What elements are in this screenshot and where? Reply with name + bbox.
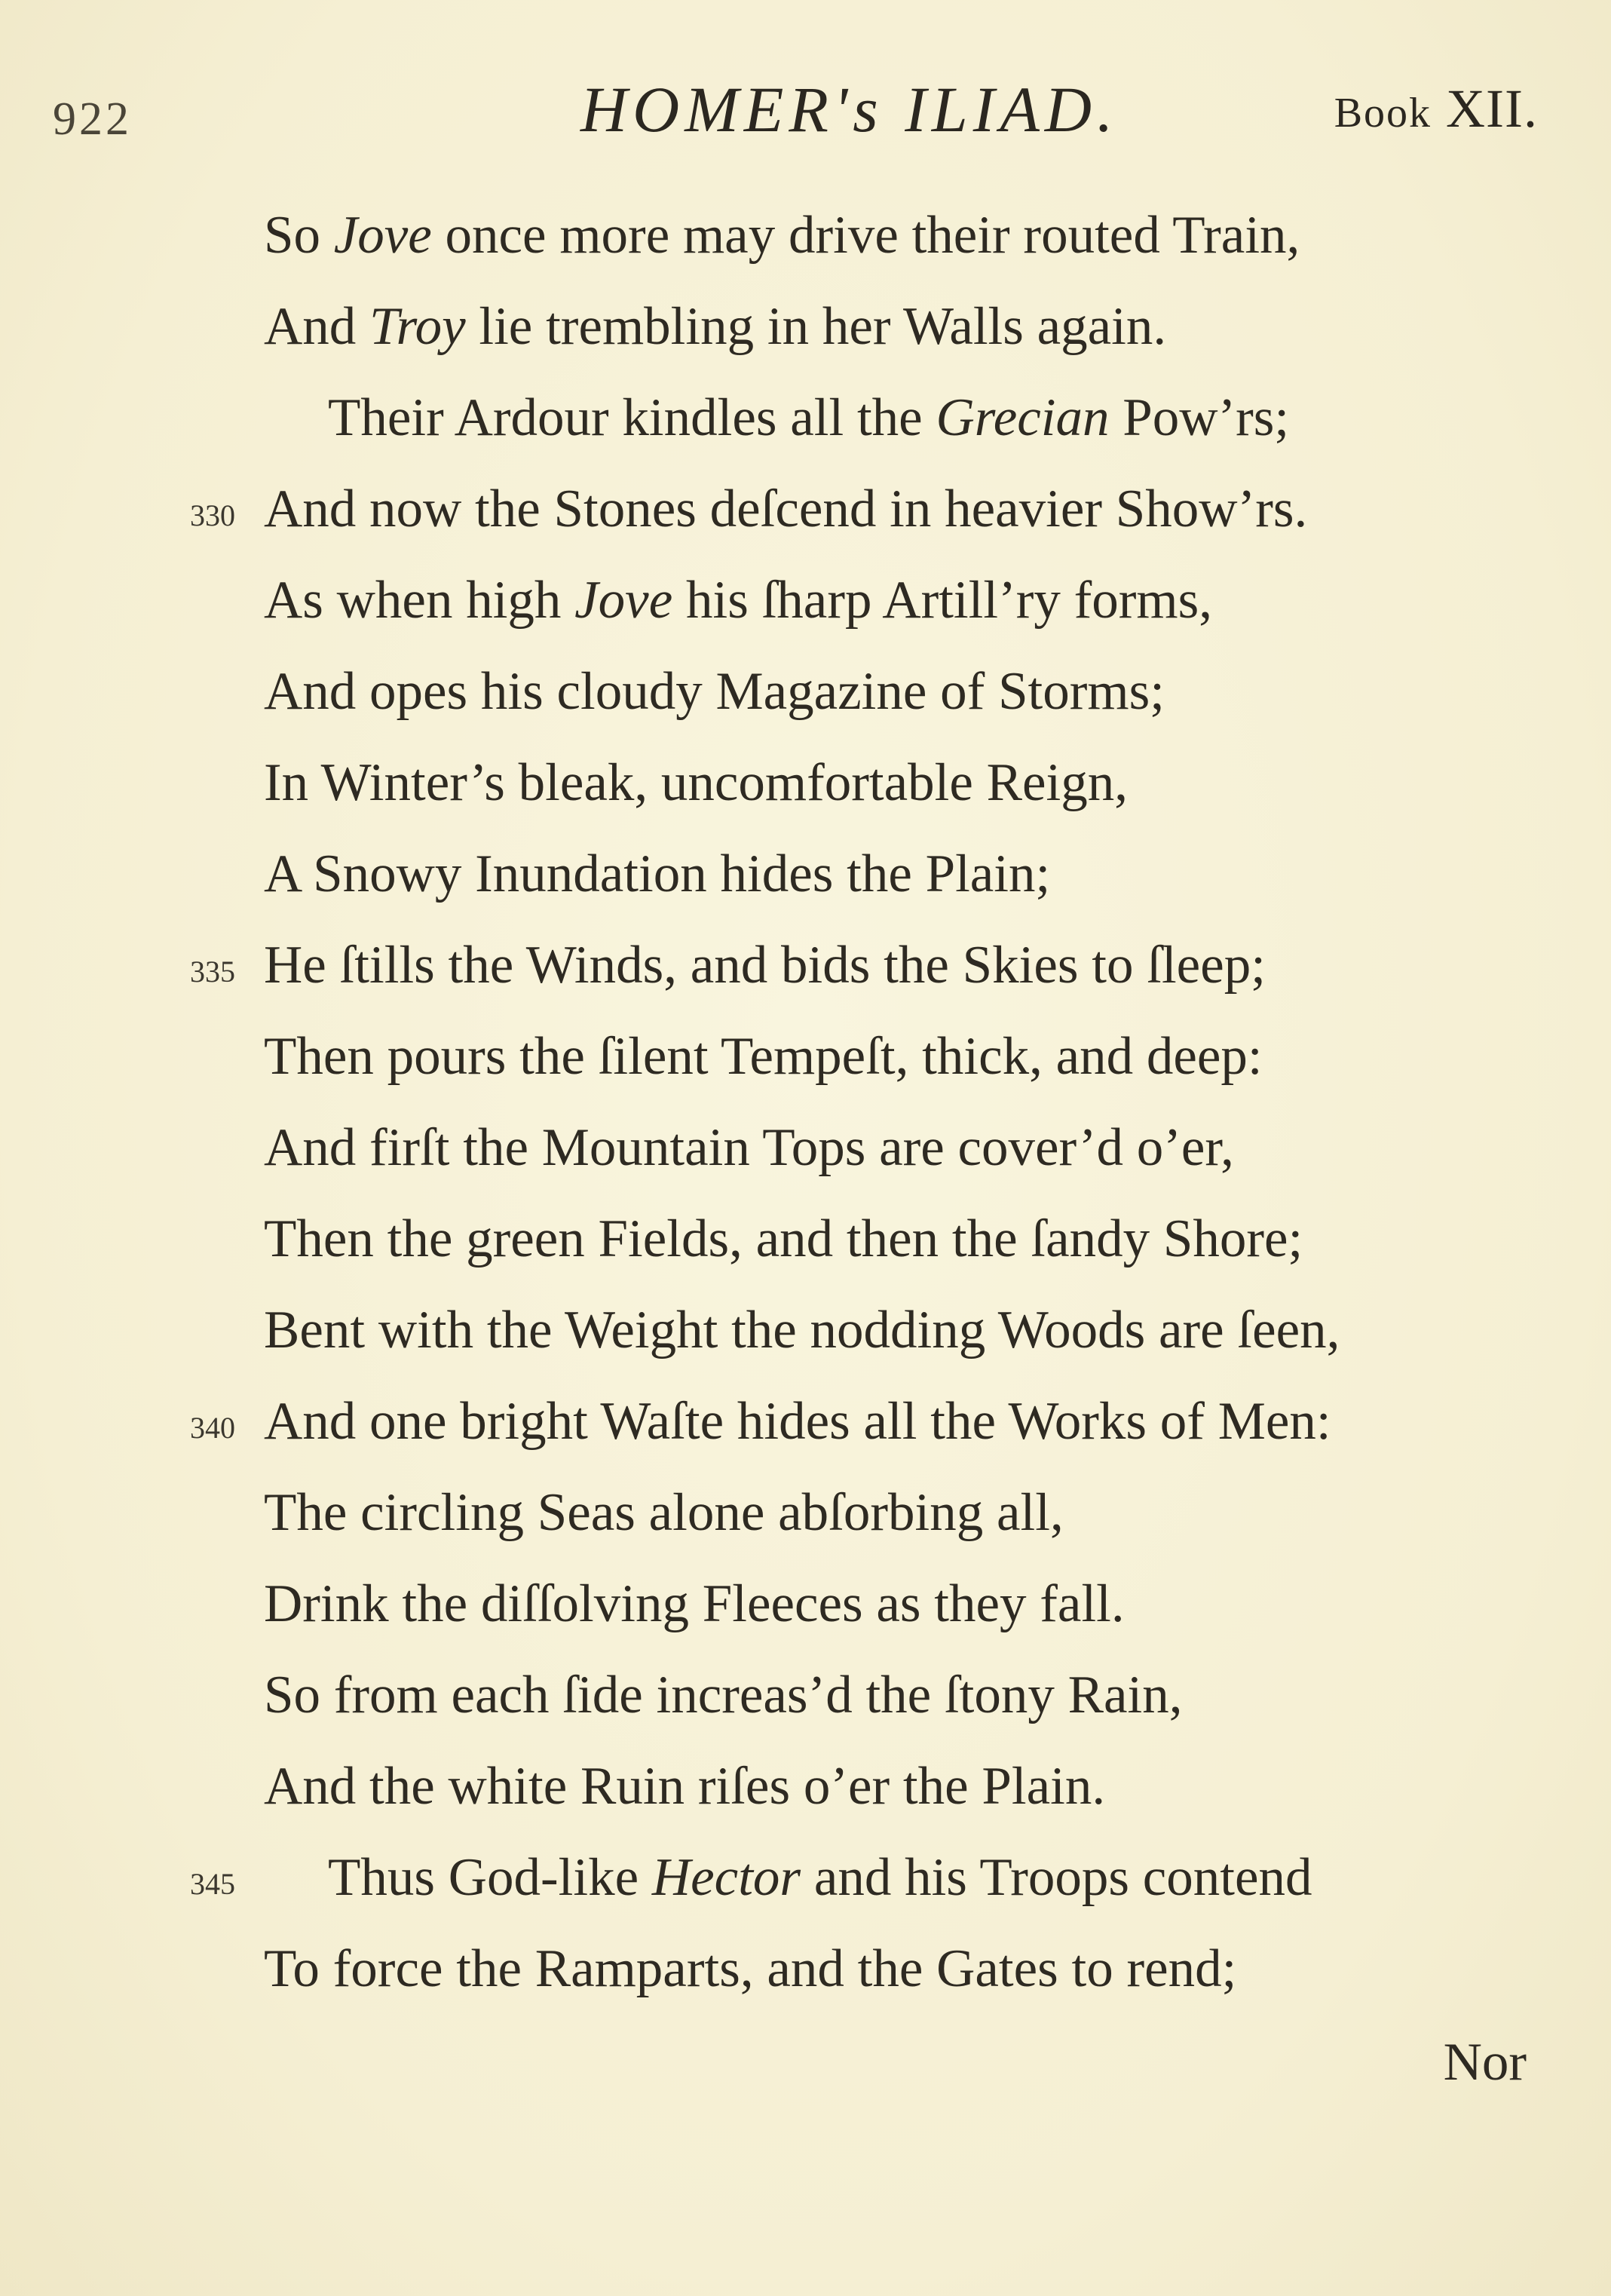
verse-segment: And now the Stones deſcend in heavier Show’rs. bbox=[264, 480, 1308, 538]
verse-text bbox=[328, 372, 1289, 464]
verse-segment: Drink the diſſolving Fleeces as they fall. bbox=[264, 1574, 1125, 1633]
verse-text bbox=[264, 555, 1212, 646]
verse-line bbox=[0, 1741, 1611, 1832]
verse-segment: The circling Seas alone abſorbing all, bbox=[264, 1483, 1064, 1542]
verse-line bbox=[0, 281, 1611, 372]
verse-segment: lie trembling in her Walls again. bbox=[465, 297, 1167, 356]
verse-line bbox=[0, 372, 1611, 464]
verse-line bbox=[0, 1924, 1611, 2015]
verse-line bbox=[0, 1194, 1611, 1285]
verse-line bbox=[0, 1467, 1611, 1559]
verse-segment: As when high bbox=[264, 571, 575, 630]
book-label bbox=[1334, 78, 1538, 140]
verse-text bbox=[264, 1467, 1064, 1559]
verse-segment: Thus God-like bbox=[328, 1848, 652, 1907]
verse-text bbox=[264, 190, 1300, 281]
verse-line bbox=[0, 1102, 1611, 1194]
verse-line bbox=[0, 464, 1611, 555]
verse-text bbox=[264, 1285, 1340, 1376]
verse-line bbox=[0, 1650, 1611, 1741]
verse-block bbox=[0, 190, 1611, 2015]
verse-text bbox=[264, 1741, 1105, 1832]
verse-line bbox=[0, 1011, 1611, 1102]
verse-line bbox=[0, 1832, 1611, 1924]
verse-segment: And bbox=[264, 297, 370, 356]
verse-text bbox=[264, 1559, 1125, 1650]
verse-line bbox=[0, 1285, 1611, 1376]
page-header bbox=[53, 72, 1538, 155]
verse-segment: Then the green Fields, and then the ſandy Shore; bbox=[264, 1209, 1303, 1268]
verse-segment: He ſtills the Winds, and bids the Skies to ſleep; bbox=[264, 936, 1266, 995]
italic-word: Jove bbox=[333, 206, 432, 265]
verse-segment: his ſharp Artill’ry forms, bbox=[672, 571, 1213, 630]
italic-word: Jove bbox=[574, 571, 673, 630]
verse-text bbox=[264, 1924, 1236, 2015]
verse-segment: and his Troops contend bbox=[801, 1848, 1312, 1907]
verse-line bbox=[0, 646, 1611, 737]
verse-line bbox=[0, 737, 1611, 829]
verse-line bbox=[0, 555, 1611, 646]
line-number: 335 bbox=[190, 955, 235, 989]
running-title: HOMER's ILIAD. bbox=[580, 73, 1119, 146]
verse-text bbox=[264, 464, 1307, 555]
verse-text bbox=[264, 1194, 1303, 1285]
verse-text bbox=[264, 737, 1128, 829]
verse-text bbox=[264, 1650, 1182, 1741]
verse-segment: Then pours the ſilent Tempeſt, thick, and deep: bbox=[264, 1027, 1263, 1086]
verse-segment: Their Ardour kindles all the bbox=[328, 388, 936, 447]
line-number: 340 bbox=[190, 1411, 235, 1445]
verse-segment: And opes his cloudy Magazine of Storms; bbox=[264, 662, 1165, 721]
verse-segment: Bent with the Weight the nodding Woods are ſeen, bbox=[264, 1301, 1340, 1360]
verse-text bbox=[264, 646, 1165, 737]
italic-word: Grecian bbox=[936, 388, 1110, 447]
verse-segment: And one bright Waſte hides all the Works of Men: bbox=[264, 1392, 1331, 1451]
verse-line bbox=[0, 1376, 1611, 1467]
verse-text bbox=[264, 920, 1266, 1011]
verse-segment: A Snowy Inundation hides the Plain; bbox=[264, 845, 1051, 903]
verse-segment: In Winter’s bleak, uncomfortable Reign, bbox=[264, 753, 1128, 812]
verse-text bbox=[328, 1832, 1312, 1924]
line-number: 345 bbox=[190, 1867, 235, 1901]
verse-text bbox=[264, 281, 1166, 372]
verse-segment: once more may drive their routed Train, bbox=[431, 206, 1300, 265]
verse-segment: To force the Ramparts, and the Gates to rend; bbox=[264, 1939, 1237, 1998]
verse-text bbox=[264, 1102, 1234, 1194]
verse-segment: And firſt the Mountain Tops are cover’d o’er, bbox=[264, 1118, 1234, 1177]
italic-word: Troy bbox=[369, 297, 466, 356]
verse-segment: So from each ſide increas’d the ſtony Rain, bbox=[264, 1666, 1183, 1724]
verse-segment: And the white Ruin riſes o’er the Plain. bbox=[264, 1757, 1106, 1816]
verse-segment: So bbox=[264, 206, 334, 265]
page-number: 922 bbox=[53, 93, 132, 145]
book-word: Book bbox=[1334, 90, 1432, 136]
verse-line bbox=[0, 190, 1611, 281]
verse-line bbox=[0, 920, 1611, 1011]
catchword: Nor bbox=[1443, 2033, 1527, 2092]
italic-word: Hector bbox=[651, 1848, 801, 1907]
verse-line bbox=[0, 1559, 1611, 1650]
book-numeral: XII. bbox=[1446, 78, 1538, 139]
verse-text bbox=[264, 1011, 1263, 1102]
verse-segment: Pow’rs; bbox=[1109, 388, 1290, 447]
line-number: 330 bbox=[190, 498, 235, 532]
verse-line bbox=[0, 829, 1611, 920]
verse-text bbox=[264, 1376, 1331, 1467]
verse-text bbox=[264, 829, 1050, 920]
